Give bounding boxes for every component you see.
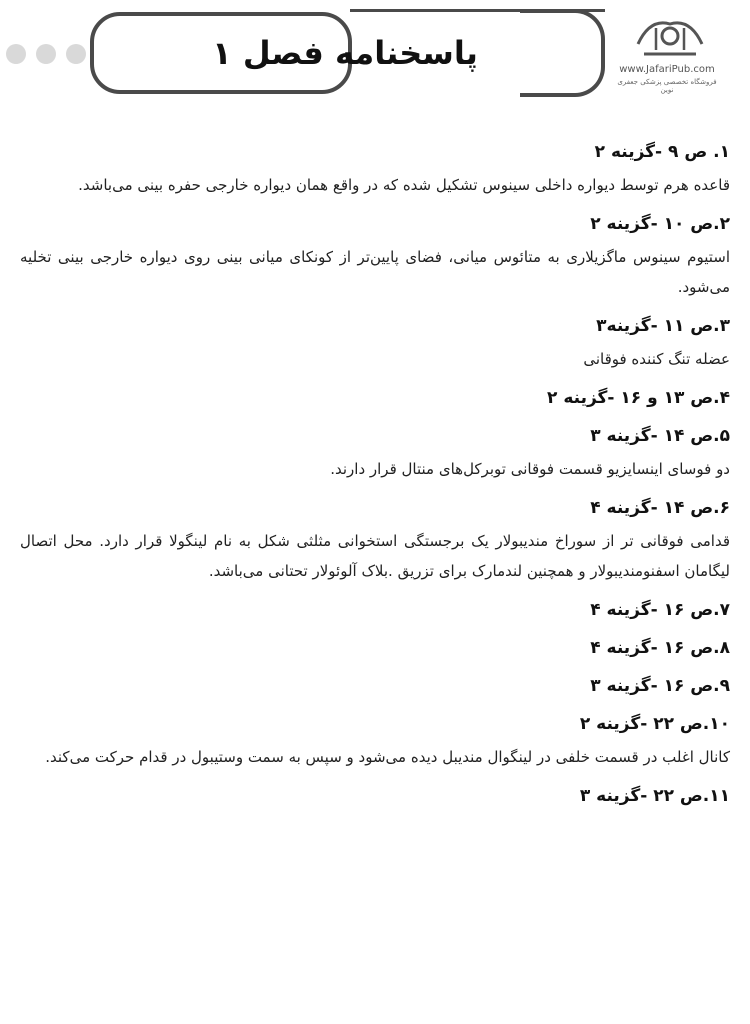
logo-subtitle: فروشگاه تخصصی پزشکی جعفری نوین [617, 78, 717, 94]
page-title: پاسخنامه فصل ۱ [212, 34, 478, 72]
answer-heading: ۵.ص ۱۴ -گزینه ۳ [590, 426, 730, 446]
title-frame-right [520, 9, 605, 97]
answer-item [20, 386, 730, 410]
answer-item [20, 674, 730, 698]
answer-heading: ۳.ص ۱۱ -گزینه۳ [596, 316, 730, 336]
dot [66, 44, 86, 64]
answer-item [20, 598, 730, 622]
answer-heading: ۷.ص ۱۶ -گزینه ۴ [590, 600, 730, 620]
answer-item [20, 636, 730, 660]
answer-item [20, 424, 730, 484]
answer-heading: ۶.ص ۱۴ -گزینه ۴ [590, 498, 730, 518]
answer-heading: ۹.ص ۱۶ -گزینه ۳ [590, 676, 730, 696]
answer-heading: ۱۱.ص ۲۲ -گزینه ۳ [579, 786, 730, 806]
answer-list [20, 140, 730, 822]
logo-icon [630, 14, 710, 62]
answer-text: دو فوسای اینسایزیو قسمت فوقانی توبرکل‌های منتال قرار دارند. [330, 460, 730, 478]
answer-text: کانال اغلب در قسمت خلفی در لینگوال مندیبل دیده می‌شود و سپس به سمت وستیبول در قدام حرکت می‌کند. [45, 748, 730, 766]
logo-url: www.JafariPub.com [619, 64, 715, 75]
answer-heading: ۲.ص ۱۰ -گزینه ۲ [590, 214, 730, 234]
answer-text: قدامی فوقانی تر از سوراخ مندیبولار یک برجستگی استخوانی مثلثی شکل به نام لینگولا قرار دارد. محل اتصال لیگامان اسفنومندیبولار و همچنین لندمارک برای تزریق .بلاک آلوئولار تحتانی می‌باشد. [20, 532, 730, 580]
answer-item [20, 212, 730, 302]
answer-text: عضله تنگ کننده فوقانی [583, 350, 730, 368]
answer-heading: ۸.ص ۱۶ -گزینه ۴ [590, 638, 730, 658]
answer-item [20, 496, 730, 586]
answer-item [20, 784, 730, 808]
answer-heading: ۱. ص ۹ -گزینه ۲ [594, 142, 730, 162]
dot [6, 44, 26, 64]
answer-text: استیوم سینوس ماگزیلاری به متائوس میانی، فضای پایین‌تر از کونکای میانی بینی روی دیواره خارجی بینی تخلیه می‌شود. [20, 248, 730, 296]
answer-item [20, 314, 730, 374]
page-header [0, 0, 750, 105]
answer-heading: ۴.ص ۱۳ و ۱۶ -گزینه ۲ [547, 388, 730, 408]
answer-item [20, 712, 730, 772]
decorative-dots [6, 44, 86, 64]
dot [36, 44, 56, 64]
answer-item [20, 140, 730, 200]
answer-text: قاعده هرم توسط دیواره داخلی سینوس تشکیل شده که در واقع همان دیواره خارجی حفره بینی می‌باشد. [78, 176, 730, 194]
answer-heading: ۱۰.ص ۲۲ -گزینه ۲ [579, 714, 730, 734]
publisher-logo [612, 14, 722, 94]
